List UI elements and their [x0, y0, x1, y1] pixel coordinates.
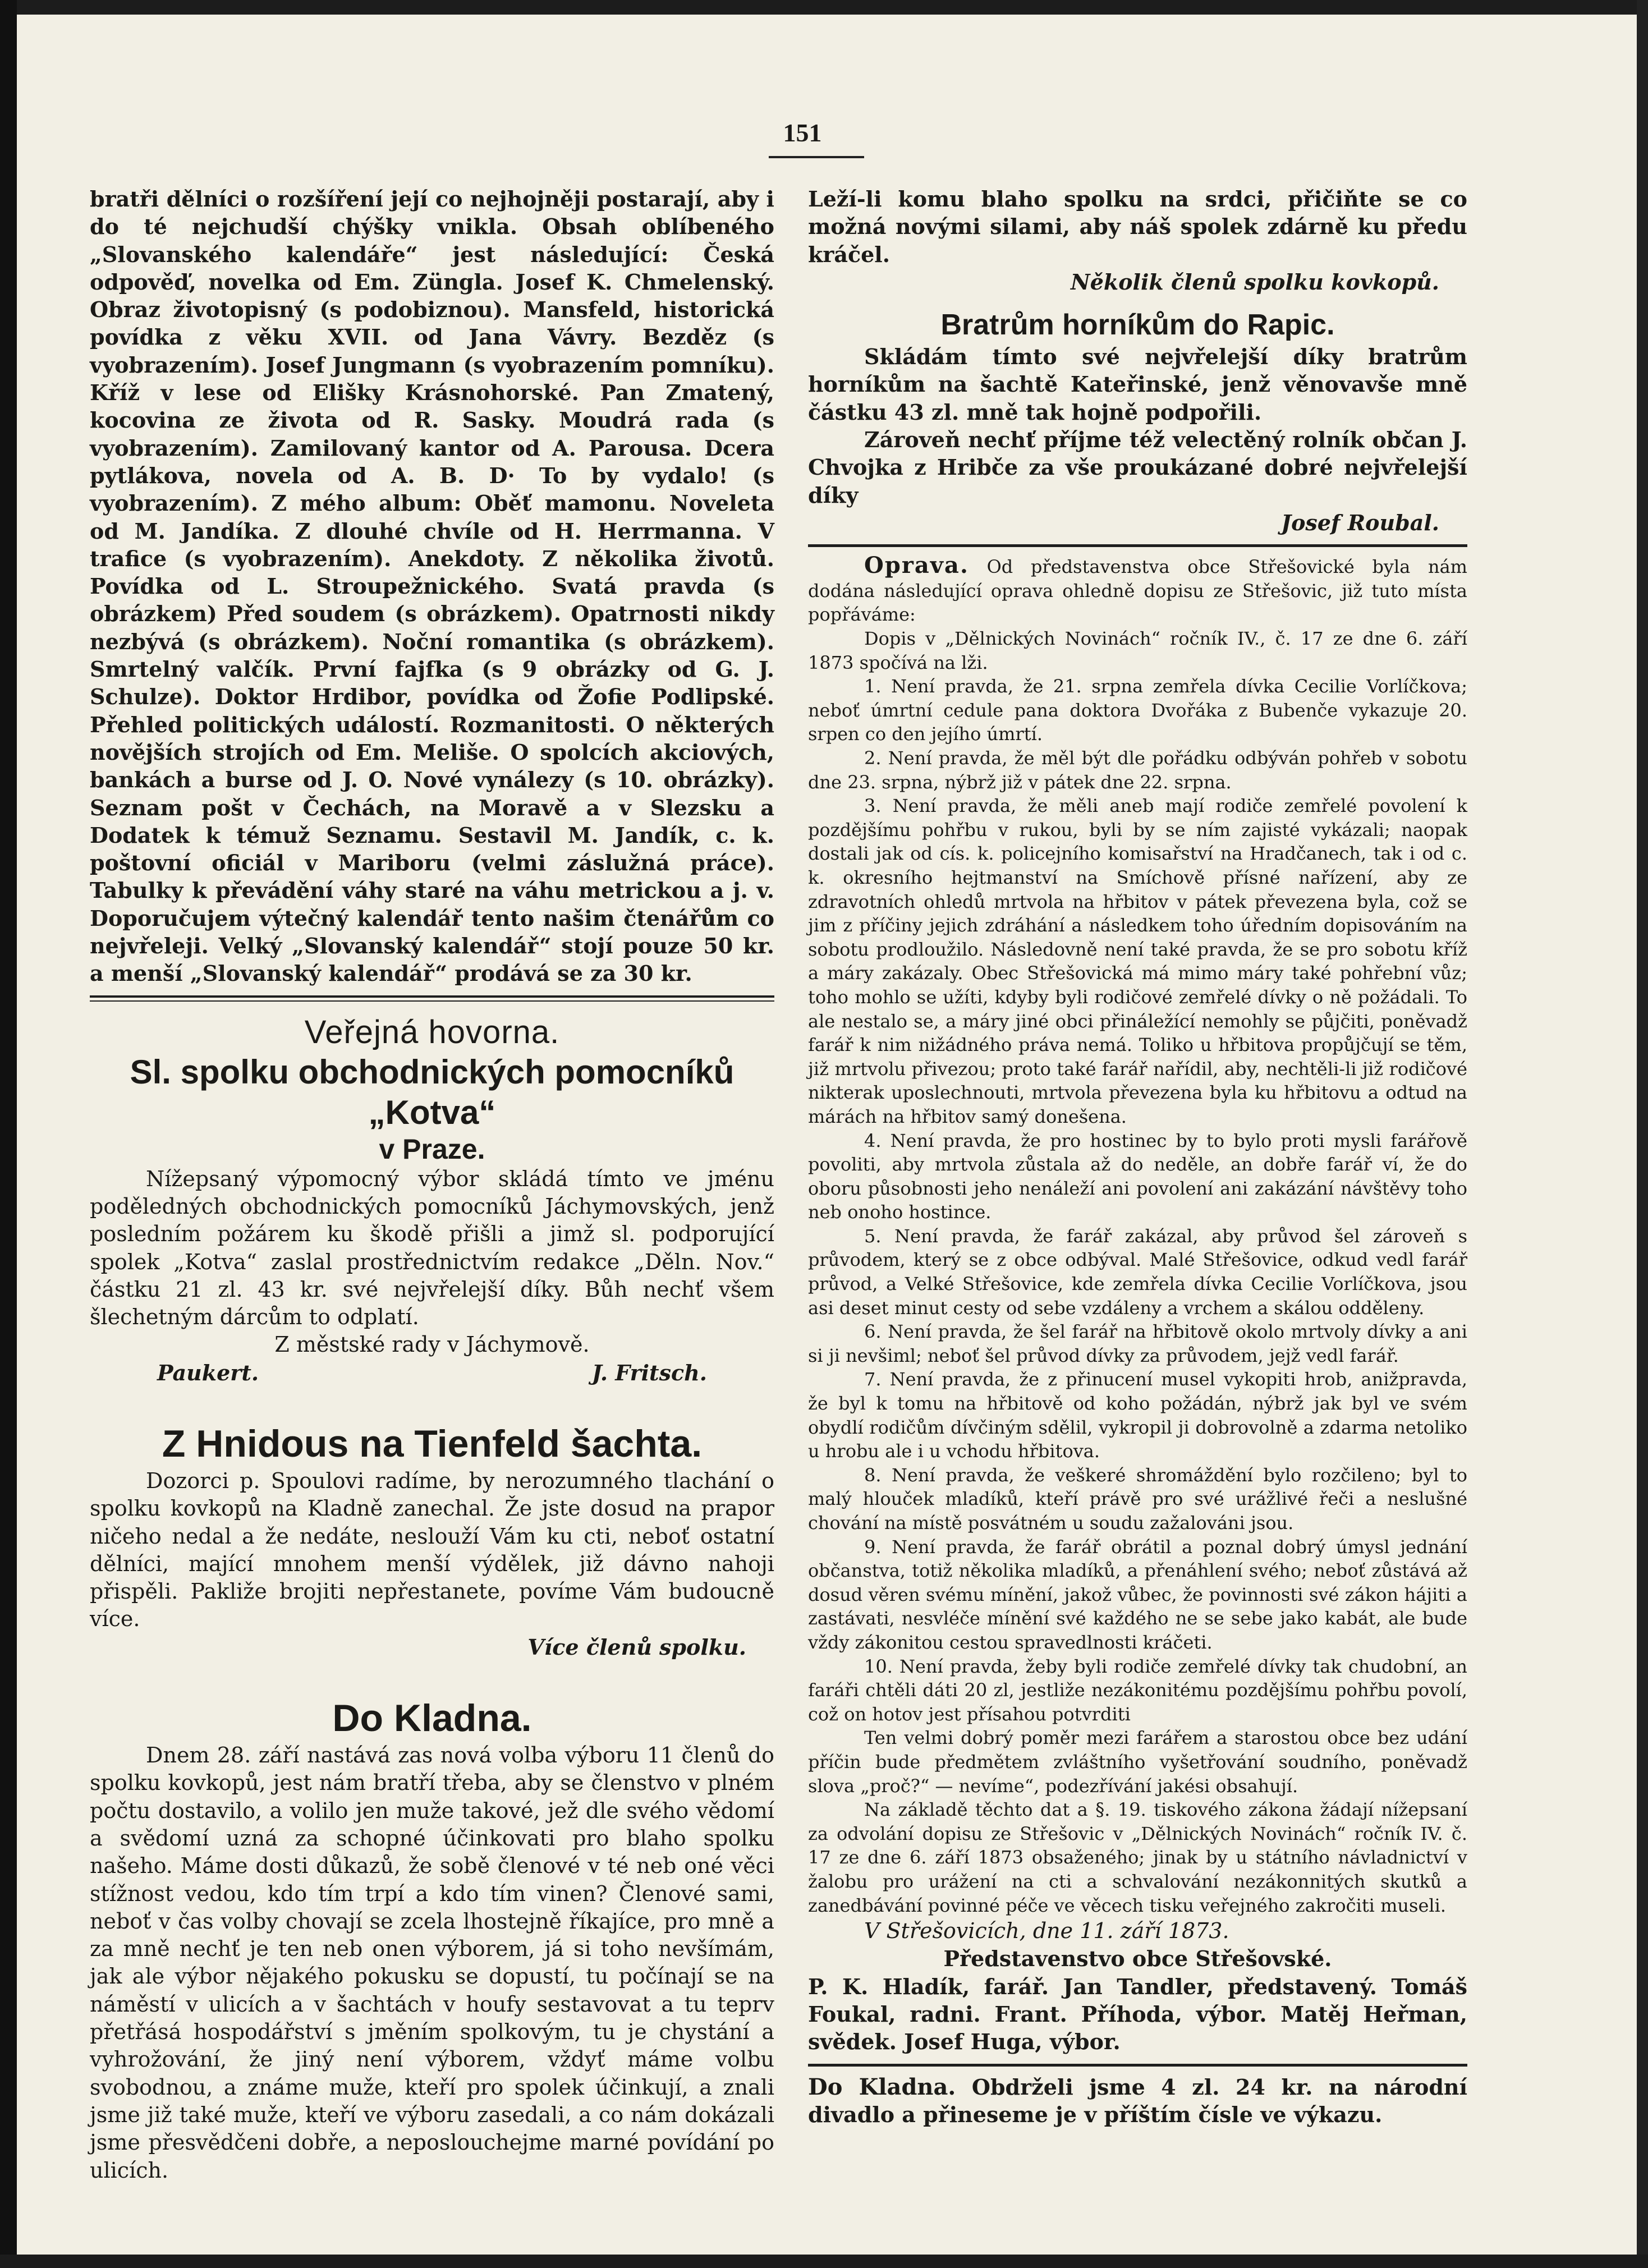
oprava-point: 10. Není pravda, žeby byli rodiče zemřelé dívky tak chudobní, an faráři chtěli dáti 20 zl, jestliže nezákonitému pozdějšímu pohřbu povolí, což on hotov jest přísahou potvrditi	[808, 1655, 1467, 1725]
council-name: Představenstvo obce Střešovské.	[943, 1946, 1332, 1972]
left-column	[90, 185, 774, 2184]
oprava-point: 5. Není pravda, že farář zakázal, aby průvod šel zároveň s průvodem, který se z obce odbýval. Malé Střešovice, odkud vedl farář průvod, a Velké Střešovice, kde zemřela dívka Cecilie Vorlíčkova, jsou asi deset minut cesty od sebe vzdáleny a vrchem a skálou odděleny.	[808, 1225, 1467, 1319]
right-column	[808, 185, 1467, 2128]
oprava-divider	[808, 544, 1467, 547]
kotva-heading: Sl. spolku obchodnických pomocníků „Kotva“	[130, 1053, 735, 1131]
oprava-point: 3. Není pravda, že měli aneb mají rodiče zemřelé povolení k pozdějšímu pohřbu v rukou, byli by se ním zajisté vykázali; naopak dostali jak od cís. k. policejního komisařství na Hradčanech, tak i od c. k. okresního hejtmanství na Smíchově přísné nařízení, aby ze zdravotních ohledů mrtvola na hřbitov v pátek převezena byla, což se jim z příčiny jejich zdráhání a následkem toho úředním dopisováním na sobotu prodloužilo. Následovně není také pravda, že se pro sobotu kříž a máry zakázaly. Obec Střešovická má mimo máry také pohřební vůz; toho mohlo se užíti, kdyby byli rodičové zemřelé dívky o ně požádali. To ale nestalo se, a máry jiné obci přináležící nemohly se půjčiti, poněvadž farář k nim nižádného práva nemá. Tolikо u hřbitova propůjčují se těm, již mrtvolu přivezou; proto také farář nařídil, aby, nechtěli-li již rodičové nikterak uposlechnouti, mrtvola převezena byla ku hřbitovu a odtud na márách na hřbitov samý donešena.	[808, 795, 1467, 1127]
scan-border-left	[0, 0, 17, 2268]
oprava-point: 6. Není pravda, že šel farář na hřbitově okolo mrtvoly dívky a ani si ji nevšiml; neboť šel průvod dívky za průvodem, jejž vedl farář.	[808, 1321, 1467, 1366]
oprava-closing-2: Na základě těchto dat a §. 19. tiskového zákona žádají nížepsaní za odvolání dopisu ze Střešovic v „Dělnických Novinách“ ročník IV. č. 17 ze dne 6. září 1873 obsaženého; jinak by u státního návladnictví v žalobu pro urážení na cti a schvalování nezákonnitých skutků a zanedbávání povinné péče ve věcech tisku veřejného zakročiti museli.	[808, 1799, 1467, 1916]
oprava-point: 1. Není pravda, že 21. srpna zemřela dívka Cecilie Vorlíčkova; neboť úmrtní cedule pana doktora Dvořáka z Bubenče vykazuje 20. srpen co den jejího úmrtí.	[808, 676, 1467, 745]
calendar-paragraph: bratři dělníci o rozšíření její co nejhojněji postarají, aby i do té nejchudší chýšky vnikla. Obsah oblíbeného „Slovanského kalendáře“ jest následující: Česká odpověď, novelka od Em. Züngla. Josef K. Chmelenský. Obraz životopisný (s podobiznou). Mansfeld, historická povídka z věku XVII. od Jana Vávry. Bezděz (s vyobrazením). Josef Jungmann (s vyobrazením pomníku). Kříž v lese od Elišky Krásnohorské. Pan Zmatený, kocovina ze života od R. Sasky. Moudrá rada (s vyobrazením). Zamilovaný kantor od A. Parousa. Dcera pytlákova, novela od A. B. D· To by vydalo! (s vyobrazením). Z mého album: Oběť mamonu. Noveleta od M. Jandíka. Z dlouhé chvíle od H. Herrmanna. V trafice (s vyobrazením). Anekdoty. Z několika životů. Povídka od L. Stroupežnického. Svatá pravda (s obrázkem) Před soudem (s obrázkem). Opatrnosti nikdy nezbývá (s obrázkem). Noční romantika (s obrázkem). Smrtelný valčík. První fajfka (s 9 obrázky od G. J. Schulze). Doktor Hrdibor, povídka od Žofie Podlipské. Přehled politických událostí. Rozmanitosti. O některých novějších strojích od Em. Meliše. O spolcích akciových, bankách a burse od J. O. Nové vynálezy (s 10. obrázky). Seznam pošt v Čechách, na Moravě a v Slezsku a Dodatek k témuž Seznamu. Sestavil M. Jandík, c. k. poštovní oficiál v Mariboru (velmi záslužná práce). Tabulky k převádění váhy staré na váhu metrickou a j. v. Doporučujem výtečný kalendář tento našim čtenářům co nejvřeleji. Velký „Slovanský kalendář“ stojí pouze 50 kr. a menší „Slovanský kalendář“ prodává se za 30 kr.	[90, 186, 774, 986]
scan-border-bottom	[0, 2255, 1648, 2268]
scan-border-right	[1637, 0, 1648, 2268]
oprava-point: 4. Není pravda, že pro hostinec by to bylo proti mysli farářově povoliti, aby mrtvola zůstala až do neděle, an dobře farář ví, že do oboru působnosti jeho nenáleží ani povolení ani zakázání návštěvy toho neb onoho hostince.	[808, 1130, 1467, 1223]
signatories: P. K. Hladík, farář. Jan Tandler, představený. Tomáš Foukal, radni. Frant. Příhoda, výbor. Matěj Heřman, svědek. Josef Huga, výbor.	[808, 1973, 1467, 2055]
kladno-heading: Do Kladna.	[332, 1697, 532, 1740]
hnidous-heading: Z Hnidous na Tienfeld šachta.	[162, 1422, 703, 1465]
oprava-label: Oprava.	[864, 552, 969, 579]
rapice-text-1: Skládám tímto své nejvřelejší díky bratrům horníkům na šachtě Kateřinské, jenž věnovavše mně částku 43 zl. mně tak hojně podpořili.	[808, 344, 1467, 425]
oprava-ref: Dopis v „Dělnických Novinách“ ročník IV., č. 17 ze dne 6. září 1873 spočívá na lži.	[808, 628, 1467, 673]
final-divider	[808, 2064, 1467, 2067]
page-number: 151	[783, 118, 822, 147]
kladna-label: Do Kladna.	[808, 2073, 956, 2100]
rapice-text-2: Zároveň nechť příjme též velectěný rolník občan J. Chvojka z Hribče za vše proukázané dobré nejvřelejší díky	[808, 427, 1467, 508]
kotva-sign-right: J. Fritsch.	[591, 1360, 707, 1385]
hnidous-text: Dozorci p. Spoulovi radíme, by nerozumného tlachání o spolku kovkopů na Kladně zanechal. Že jste dosud na prapor ničeho nedal a že nedáte, neslouží Vám ku cti, neboť ostatní dělníci, mající mnohem menší výdělek, již dávno nahoji přispěli. Pakliže brojiti nepřestanete, povíme Vám budoucně více.	[90, 1468, 774, 1632]
kladna-note: Obdrželi jsme 4 zl. 24 kr. na národní divadlo a přineseme je v příštím čísle ve výkazu.	[808, 2074, 1467, 2127]
kotva-signatures	[90, 1359, 774, 1386]
scan-border-top	[0, 0, 1648, 15]
oprava-point: 7. Není pravda, že z přinucení musel vykopiti hrob, anižpravda, že byl k tomu na hřbitově od koho požádán, nýbrž jak byl ve svém obydlí rodičům dívčiným sdělil, vykropil ji dobrovolně a zdarma netoliko u hrobu ale i u vchodu hřbitova.	[808, 1369, 1467, 1462]
oprava-block	[808, 554, 1467, 1917]
kotva-sign-left: Paukert.	[157, 1360, 259, 1385]
place-date: V Střešovicích, dne 11. září 1873.	[864, 1918, 1229, 1944]
oprava-point: 9. Není pravda, že farář obrátil a poznal dobrý úmysl jednání občanstva, totiž několika mladíků, a přenáhlení svého; neboť zůstává až dosud věren svému mínění, jakož vůbec, že povinnosti své zákon hájiti a zastávati, nesvléče mínění své každého ne se sebe jako kabát, ale bude vždy zákonitou cestou spravedlnosti kráčeti.	[808, 1536, 1467, 1653]
section-title: Veřejná hovorna.	[304, 1013, 560, 1050]
page-number-rule	[769, 156, 864, 158]
oprava-point: 8. Není pravda, že veškeré shromáždění bylo rozčileno; byl to malý hlouček mladíků, kteří právě pro své urážlivé řeči a neslušné chování na místě posvátném u soudu zažalováni jsou.	[808, 1464, 1467, 1534]
hnidous-sign: Více členů spolku.	[527, 1634, 746, 1660]
oprava-closing-1: Ten velmi dobrý poměr mezi farářem a starostou obce bez udání příčin bude předmětem zvláštního vyšetřování soudního, poněvadž slova „proč?“ — nevíme“, podezřívání jakési obsahují.	[808, 1727, 1467, 1797]
kotva-text: Nížepsaný výpomocný výbor skládá tímto ve jménu poděledných obchodnických pomocníků Jáchymovských, jenž posledním požárem ku škodě přišli a jimž sl. podporující spolek „Kotva“ zaslal prostřednictvím redakce „Děln. Nov.“ částku 21 zl. 43 kr. své nejvřelejší díky. Bůh nechť všem šlechetným dárcům to odplatí.	[90, 1166, 774, 1330]
section-divider	[90, 995, 774, 1002]
intro-sign: Několik členů spolku kovkopů.	[1070, 269, 1439, 295]
rapice-heading: Bratrům horníkům do Rapic.	[940, 309, 1335, 342]
intro-text: Leží-li komu blaho spolku na srdci, přičiňte se co možná novými silami, aby náš spolek zdárně ku předu kráčel.	[808, 186, 1467, 267]
kotva-from: Z městské rady v Jáchymově.	[274, 1332, 590, 1357]
kladno-text: Dnem 28. září nastává zas nová volba výboru 11 členů do spolku kovkopů, jest nám bratří třeba, aby se členstvo v plném počtu dostavilo, a volilo jen muže takové, jež dle svého vědomí a svědomí uzná za schopné účinkovati pro blaho spolku našeho. Máme dosti důkazů, že sobě členové v té neb oné věci stížnost vedou, kdo tím trpí a kdo tím vinen? Členové sami, neboť v čas volby chovají se zcela lhostejně říkajíce, pro mně a za mně nechť je ten neb onen výborem, já si toho nevšímám, jak ale výbor nějakého pokusku se dopustí, tu počínají se na náměstí v ulicích a v šachtách v houfy sestavovat a tu teprv přetřásá hospodářství s jměním spolkovým, tu je chystání a vyhrožování, že jiný není výborem, vždyť máme volbu svobodnou, a známe muže, kteří pro spolek účinkují, a znali jsme již také muže, kteří ve výboru zasedali, a co nám dokázali jsme přesvědčeni dobře, a neposlouchejme marné povídání po ulicích.	[90, 1743, 774, 2183]
oprava-point: 2. Není pravda, že měl být dle pořádku odbýván pohřeb v sobotu dne 23. srpna, nýbrž již v pátek dne 22. srpna.	[808, 747, 1467, 793]
oprava-intro: Od představenstva obce Střešovické byla nám dodána následující oprava ohledně dopisu ze Střešovic, již tuto místa popřáváme:	[808, 556, 1468, 626]
rapice-sign: Josef Roubal.	[1281, 509, 1439, 535]
kotva-subheading: v Praze.	[379, 1133, 485, 1165]
